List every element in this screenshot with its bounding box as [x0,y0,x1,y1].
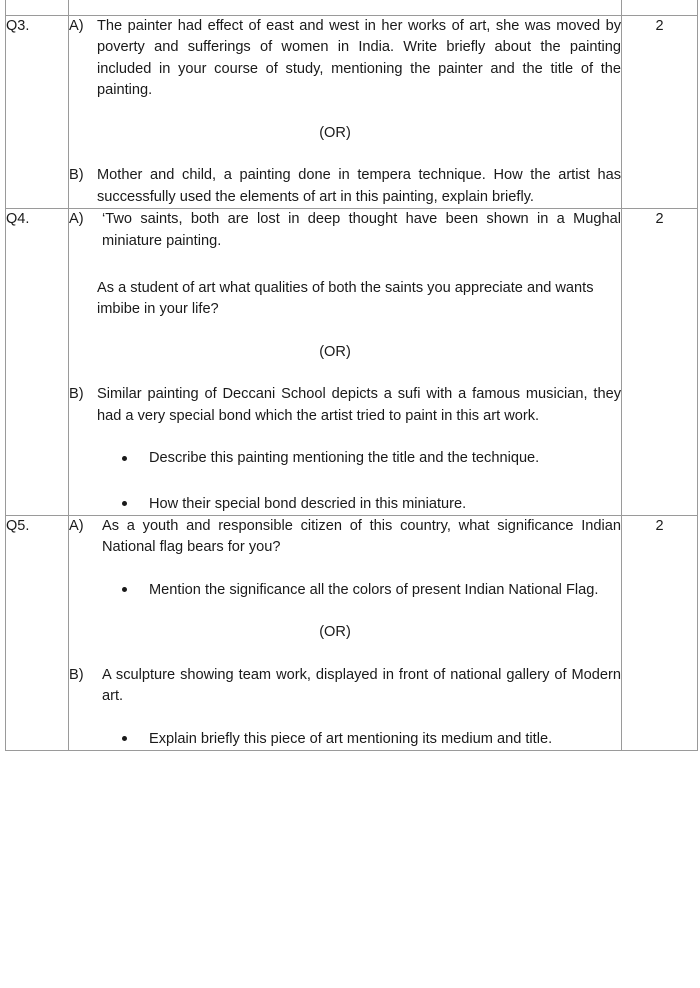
spacer [69,708,621,729]
list-item [69,580,621,601]
spacer [69,252,621,278]
or-separator: (OR) [319,624,351,641]
list-item [69,729,621,750]
marks-cell [622,0,698,16]
list-item-label: How their special bond descried in this miniature. [149,495,467,512]
table-row [6,516,698,751]
option-label: A) [69,211,84,228]
bullet-icon [122,501,127,506]
bullet-list [69,448,621,515]
question-option-b [69,384,621,427]
option-text: ‘Two saints, both are lost in deep thought have been shown in a Mughal miniature painting. [102,211,621,249]
spacer [69,427,621,448]
question-subparagraph: As a student of art what qualities of both the saints you appreciate and wants imbibe in your life? [97,279,594,318]
question-option-b [69,165,621,208]
table-row [6,209,698,516]
option-text: The painter had effect of east and west in her works of art, she was moved by poverty and sufferings of women in India. Write briefly about the painting included in your course of study, mentioning the painter and the title of the painting. [97,18,621,99]
question-body-cell [69,0,622,16]
option-text: Mother and child, a painting done in tempera technique. How the artist has successfully used the elements of art in this painting, explain briefly. [97,167,621,205]
table-row [6,0,698,16]
question-number-cell [6,0,69,16]
marks-cell: 2 [622,516,698,751]
or-separator: (OR) [319,124,351,141]
list-item [69,494,621,515]
bullet-icon [122,587,127,592]
spacer [69,601,621,622]
option-text: As a youth and responsible citizen of this country, what significance Indian National flag bears for you? [102,518,621,556]
spacer [69,102,621,123]
question-paper-table [5,0,698,751]
list-item [69,448,621,469]
marks-cell: 2 [622,16,698,209]
or-separator: (OR) [319,343,351,360]
question-number-cell: Q3. [6,16,69,209]
question-option-b [69,665,621,708]
option-label: B) [69,386,84,403]
bullet-icon [122,736,127,741]
question-body-cell [69,209,622,516]
spacer [69,144,621,165]
option-text: Similar painting of Deccani School depicts a sufi with a famous musician, they had a very special bond which the artist tried to paint in this art work. [97,386,621,424]
bullet-list [69,580,621,601]
table-row [6,16,698,209]
marks-cell: 2 [622,209,698,516]
option-label: B) [69,666,84,683]
question-body-cell [69,516,622,751]
option-text: A sculpture showing team work, displayed in front of national gallery of Modern art. [102,666,621,705]
question-option-a [69,516,621,559]
list-item-label: Explain briefly this piece of art mentioning its medium and title. [149,730,553,747]
question-number-cell: Q5. [6,516,69,751]
bullet-list [69,729,621,750]
question-option-a [69,209,621,252]
question-number-cell: Q4. [6,209,69,516]
list-item-label: Mention the significance all the colors of present Indian National Flag. [149,581,599,598]
list-item-label: Describe this painting mentioning the title and the technique. [149,450,540,467]
spacer [69,559,621,580]
question-body-cell [69,16,622,209]
spacer [69,644,621,665]
bullet-icon [122,456,127,461]
question-option-a [69,16,621,102]
spacer [69,363,621,384]
spacer [69,321,621,342]
option-label: B) [69,167,84,184]
option-label: A) [69,518,84,534]
option-label: A) [69,18,84,34]
